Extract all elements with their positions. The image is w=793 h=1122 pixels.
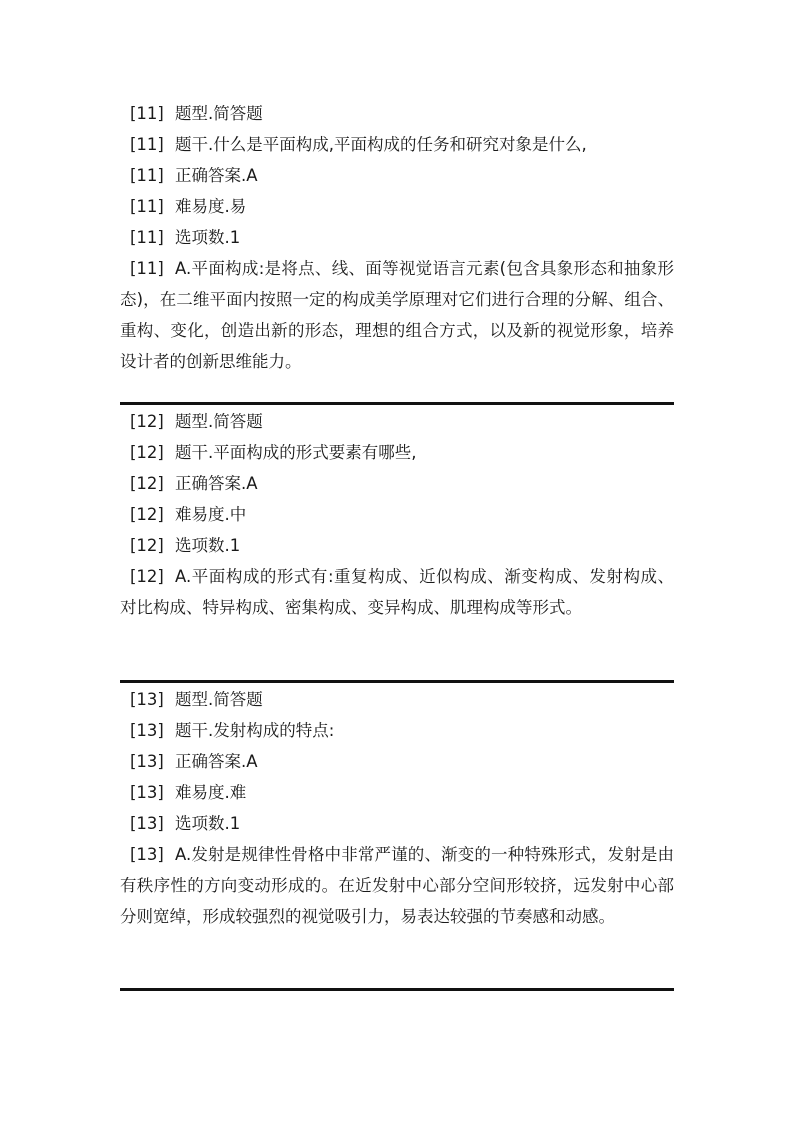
question-number: [11] — [130, 259, 164, 278]
question-type-line — [120, 684, 674, 715]
question-number: [11] — [130, 135, 164, 154]
question-number: [11] — [130, 166, 164, 185]
question-answer-line — [120, 160, 674, 191]
question-number: [13] — [130, 845, 164, 864]
question-block-11 — [120, 98, 674, 377]
section-divider — [120, 402, 674, 405]
section-divider — [120, 988, 674, 991]
question-number: [11] — [130, 197, 164, 216]
question-number: [12] — [130, 536, 164, 555]
question-option-text-para — [120, 561, 674, 623]
question-answer: 正确答案.A — [175, 474, 258, 493]
question-number: [13] — [130, 752, 164, 771]
question-stem: 题干.平面构成的形式要素有哪些, — [175, 443, 417, 462]
question-answer-line — [120, 468, 674, 499]
question-number: [12] — [130, 474, 164, 493]
question-options-count: 选项数.1 — [175, 536, 241, 555]
question-type-line — [120, 406, 674, 437]
question-number: [13] — [130, 814, 164, 833]
question-number: [12] — [130, 567, 164, 586]
question-stem-line — [120, 437, 674, 468]
question-stem: 题干.发射构成的特点: — [175, 721, 335, 740]
question-answer: 正确答案.A — [175, 752, 258, 771]
question-option-text-para — [120, 839, 674, 932]
question-stem-line — [120, 715, 674, 746]
question-option-text-para — [120, 253, 674, 377]
question-options-count: 选项数.1 — [175, 228, 241, 247]
question-type: 题型.简答题 — [175, 104, 263, 123]
question-difficulty: 难易度.中 — [175, 505, 247, 524]
question-difficulty: 难易度.难 — [175, 783, 247, 802]
question-type-line — [120, 98, 674, 129]
question-number: [11] — [130, 228, 164, 247]
question-difficulty-line — [120, 499, 674, 530]
question-number: [11] — [130, 104, 164, 123]
question-difficulty: 难易度.易 — [175, 197, 247, 216]
question-options-count-line — [120, 808, 674, 839]
question-number: [13] — [130, 721, 164, 740]
question-option-text: A.发射是规律性骨格中非常严谨的、渐变的一种特殊形式，发射是由有秩序性的方向变动形成的。在近发射中心部分空间形较挤，远发射中心部分则宽绰，形成较强烈的视觉吸引力，易表达较强的节奏感和动感。 — [120, 845, 674, 926]
question-block-12 — [120, 406, 674, 623]
question-option-text: A.平面构成:是将点、线、面等视觉语言元素(包含具象形态和抽象形态)，在二维平面内按照一定的构成美学原理对它们进行合理的分解、组合、重构、变化，创造出新的形态，理想的组合方式，以及新的视觉形象，培养设计者的创新思维能力。 — [120, 259, 674, 371]
question-type: 题型.简答题 — [175, 412, 263, 431]
section-divider — [120, 680, 674, 683]
question-difficulty-line — [120, 191, 674, 222]
question-number: [12] — [130, 505, 164, 524]
question-number: [13] — [130, 690, 164, 709]
question-block-13 — [120, 684, 674, 932]
question-number: [13] — [130, 783, 164, 802]
question-difficulty-line — [120, 777, 674, 808]
question-answer: 正确答案.A — [175, 166, 258, 185]
question-type: 题型.简答题 — [175, 690, 263, 709]
question-options-count: 选项数.1 — [175, 814, 241, 833]
question-options-count-line — [120, 530, 674, 561]
question-number: [12] — [130, 443, 164, 462]
question-number: [12] — [130, 412, 164, 431]
question-stem-line — [120, 129, 674, 160]
question-option-text: A.平面构成的形式有:重复构成、近似构成、渐变构成、发射构成、对比构成、特异构成、密集构成、变异构成、肌理构成等形式。 — [120, 567, 674, 617]
question-options-count-line — [120, 222, 674, 253]
question-stem: 题干.什么是平面构成,平面构成的任务和研究对象是什么, — [175, 135, 587, 154]
question-answer-line — [120, 746, 674, 777]
